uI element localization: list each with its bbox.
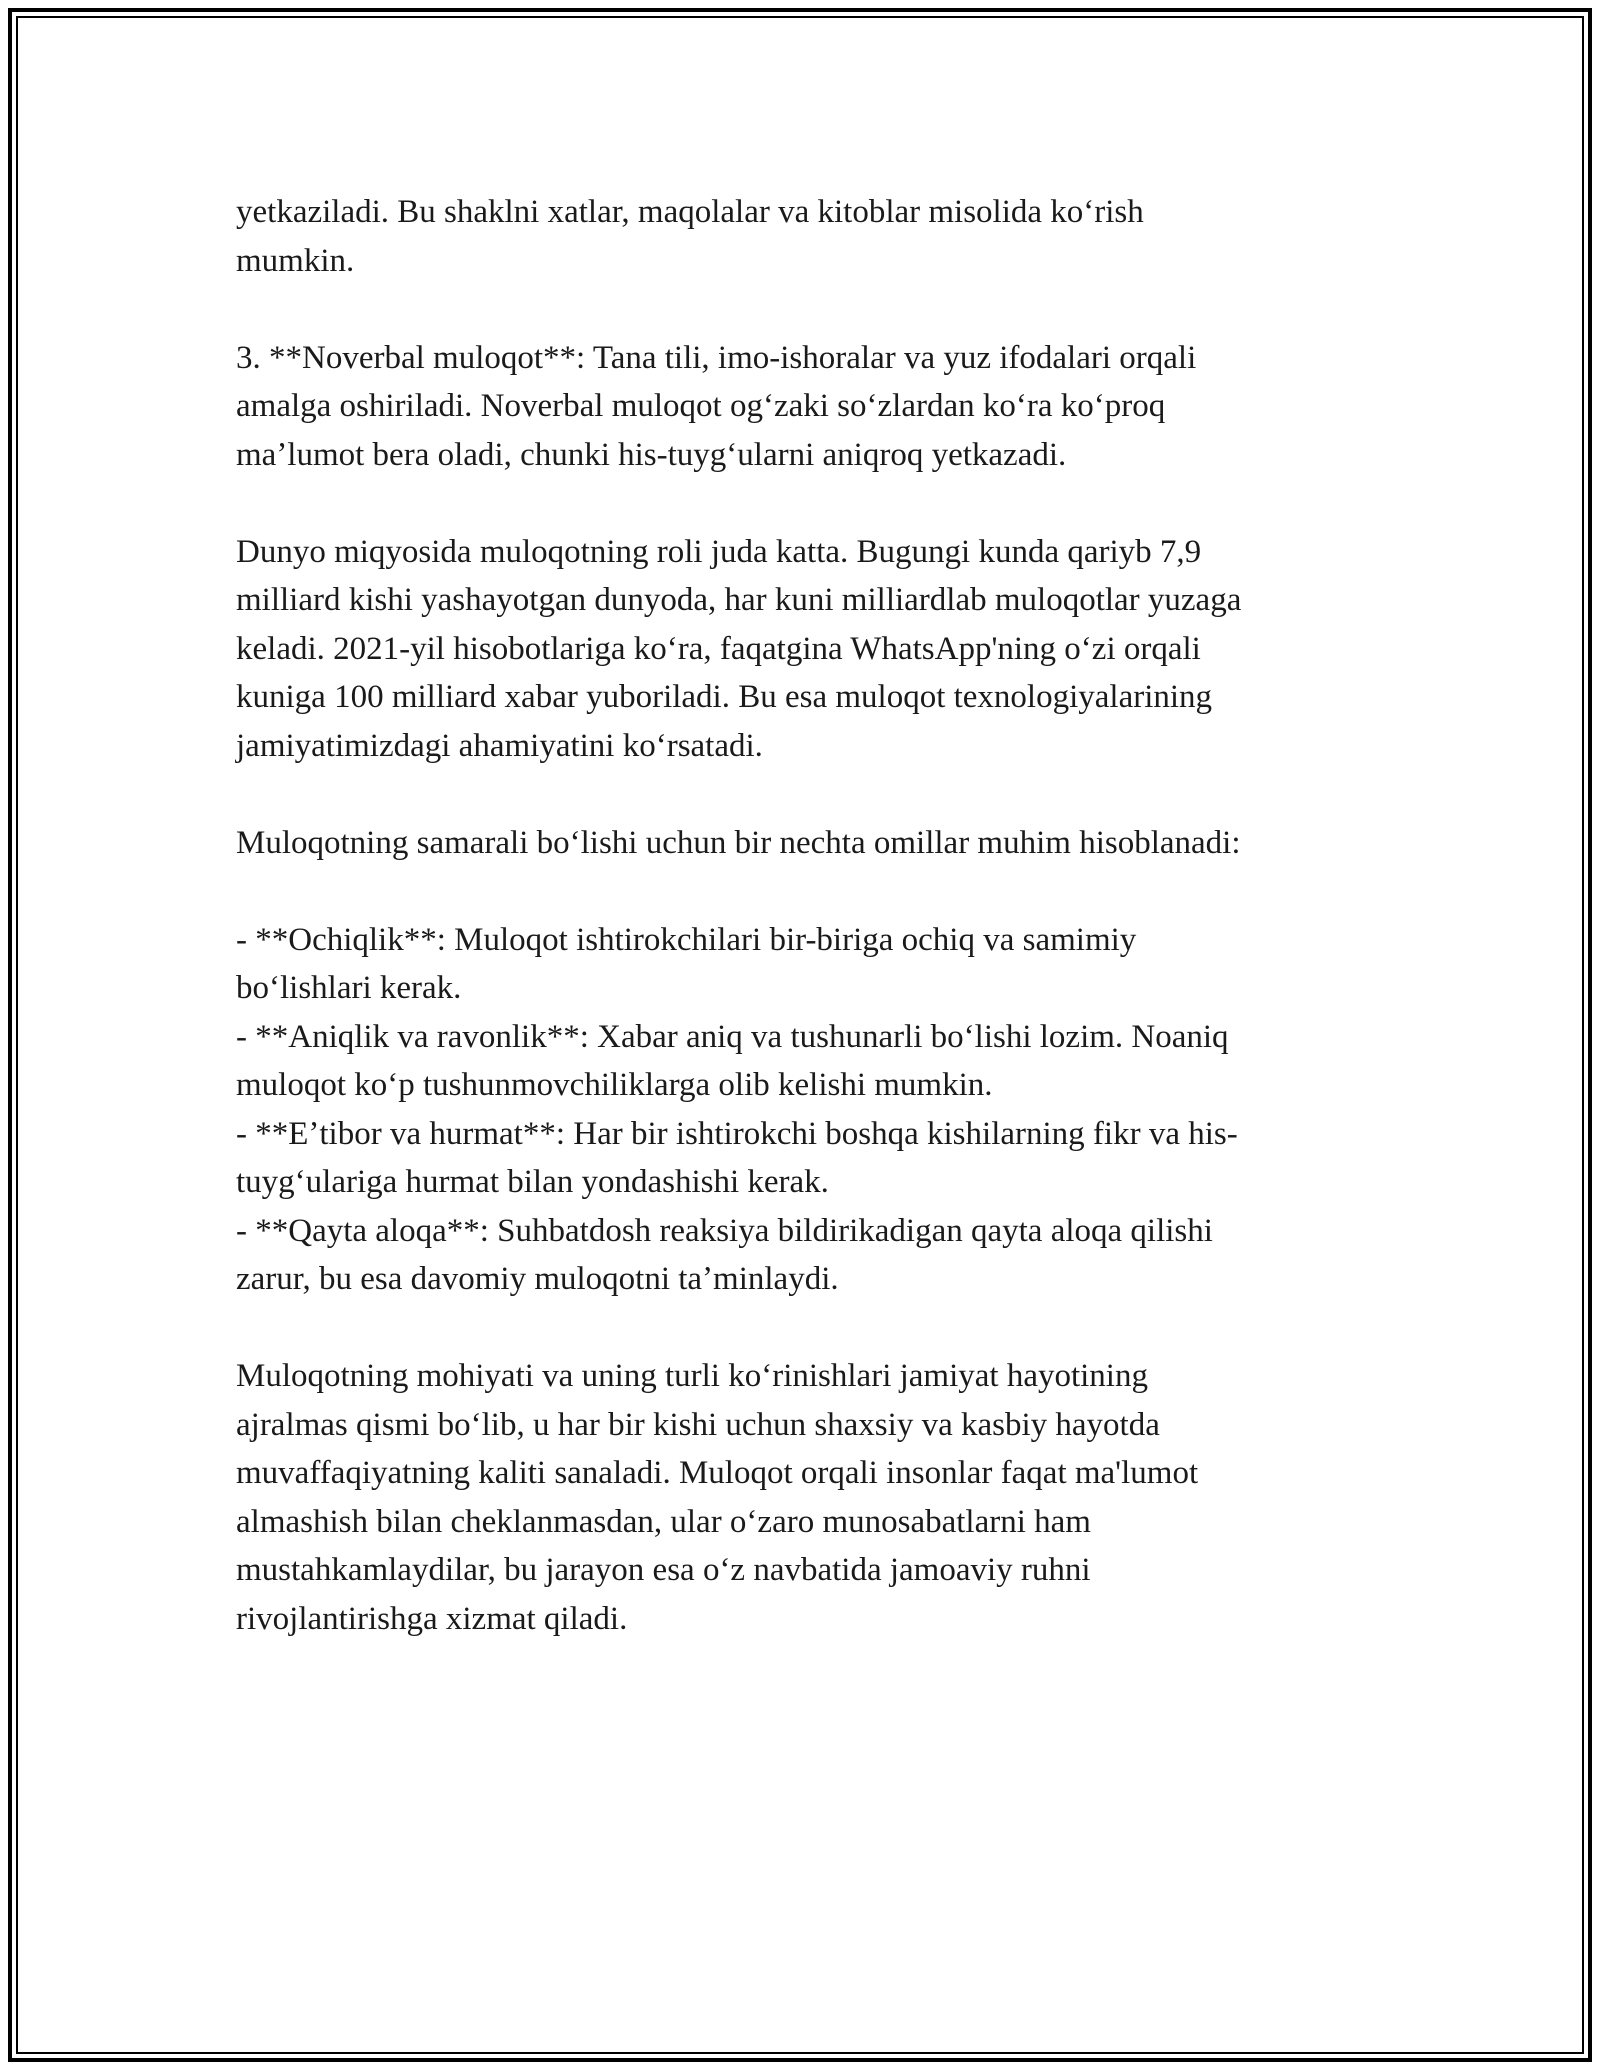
text-line: almashish bilan cheklanmasdan, ular oʻzaro munosabatlarni ham: [236, 1503, 1091, 1540]
paragraph-gap: [236, 770, 1376, 819]
list-item-line: - **Aniqlik va ravonlik**: Xabar aniq va tushunarli boʻlishi lozim. Noaniq: [236, 1018, 1229, 1055]
text-line: yetkaziladi. Bu shaklni xatlar, maqolalar va kitoblar misolida koʻrish: [236, 194, 1144, 230]
list-item-line: - **Qayta aloqa**: Suhbatdosh reaksiya bildirikadigan qayta aloqa qilishi: [236, 1212, 1213, 1249]
text-line: Dunyo miqyosida muloqotning roli juda katta. Bugungi kunda qariyb 7,9: [236, 533, 1202, 570]
list-item-line: boʻlishlari kerak.: [236, 970, 462, 1006]
paragraph-gap: [236, 1304, 1376, 1353]
text-line: ajralmas qismi boʻlib, u har bir kishi uchun shaxsiy va kasbiy hayotda: [236, 1406, 1160, 1443]
paragraph-gap: [236, 479, 1376, 528]
text-line: Muloqotning mohiyati va uning turli koʻrinishlari jamiyat hayotining: [236, 1358, 1148, 1394]
text-line: muvaffaqiyatning kaliti sanaladi. Muloqot orqali insonlar faqat ma'lumot: [236, 1455, 1199, 1491]
text-line: mumkin.: [236, 242, 355, 279]
text-line: Muloqotning samarali boʻlishi uchun bir nechta omillar muhim hisoblanadi:: [236, 824, 1241, 861]
paragraph-gap: [236, 867, 1376, 916]
list-item-line: zarur, bu esa davomiy muloqotni taʼminlaydi.: [236, 1261, 839, 1297]
text-line: rivojlantirishga xizmat qiladi.: [236, 1600, 628, 1637]
list-item-line: - **Eʼtibor va hurmat**: Har bir ishtirokchi boshqa kishilarning fikr va his-: [236, 1115, 1238, 1152]
text-line: milliard kishi yashayotgan dunyoda, har kuni milliardlab muloqotlar yuzaga: [236, 582, 1242, 618]
text-line: keladi. 2021-yil hisobotlariga koʻra, faqatgina WhatsApp'ning oʻzi orqali: [236, 630, 1201, 667]
text-line: maʼlumot bera oladi, chunki his-tuygʻularni aniqroq yetkazadi.: [236, 436, 1067, 473]
text-line: kuniga 100 milliard xabar yuboriladi. Bu esa muloqot texnologiyalarining: [236, 679, 1213, 715]
list-item-line: tuygʻulariga hurmat bilan yondashishi kerak.: [236, 1164, 829, 1200]
list-item-line: - **Ochiqlik**: Muloqot ishtirokchilari bir-biriga ochiq va samimiy: [236, 921, 1137, 958]
list-item-line: muloqot koʻp tushunmovchiliklarga olib kelishi mumkin.: [236, 1067, 993, 1103]
paragraph-gap: [236, 285, 1376, 334]
text-line: mustahkamlaydilar, bu jarayon esa oʻz navbatida jamoaviy ruhni: [236, 1552, 1091, 1588]
text-line: jamiyatimizdagi ahamiyatini koʻrsatadi.: [236, 727, 763, 764]
text-line: 3. **Noverbal muloqot**: Tana tili, imo-ishoralar va yuz ifodalari orqali: [236, 339, 1197, 376]
text-line: amalga oshiriladi. Noverbal muloqot ogʻzaki soʻzlardan koʻra koʻproq: [236, 388, 1166, 424]
document-body: [236, 188, 1376, 1643]
